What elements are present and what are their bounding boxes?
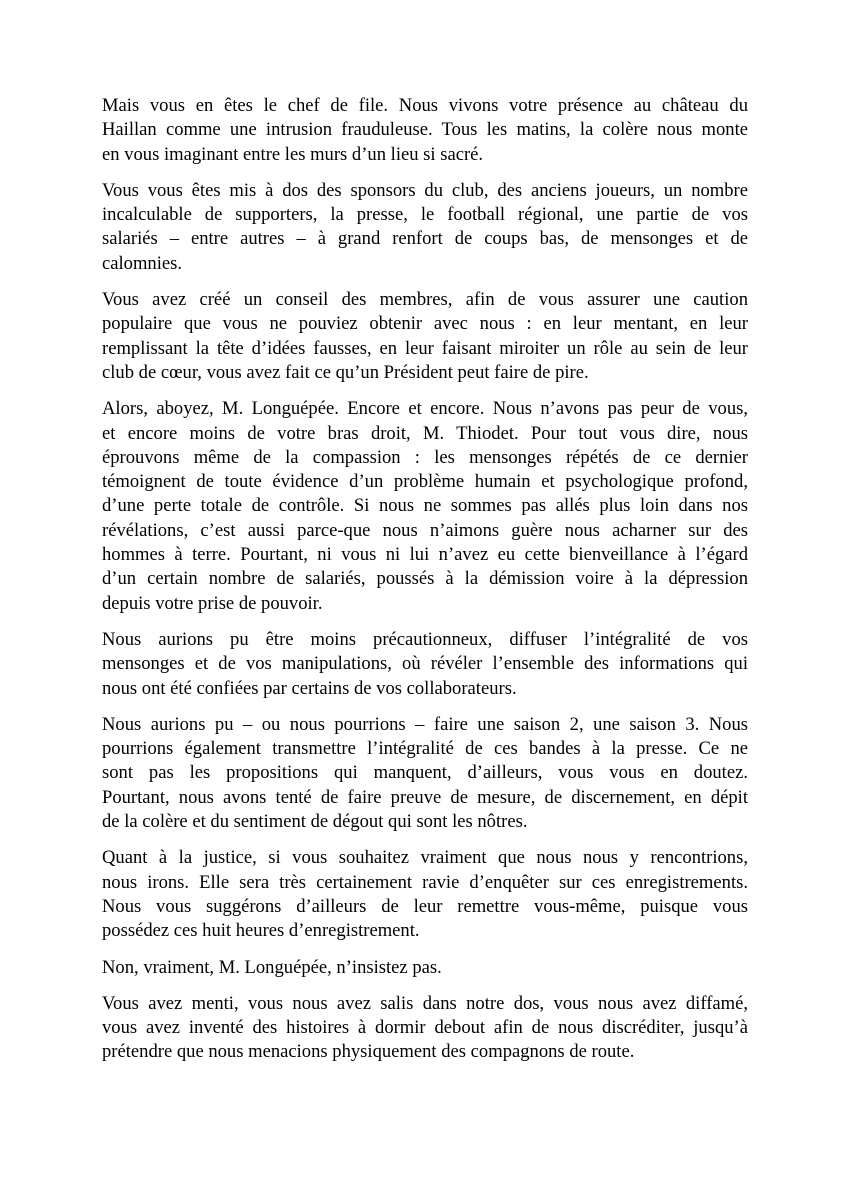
paragraph-7 [102,846,748,943]
paragraph-3 [102,288,748,385]
paragraph-2 [102,179,748,276]
paragraph-5 [102,628,748,701]
text-line: et encore moins de votre bras droit, M. Thiodet. Pour tout vous dire, nous [102,422,748,444]
text-line: mensonges et de vos manipulations, où révéler l’ensemble des informations qui [102,653,748,675]
paragraph-1 [102,94,748,167]
text-line: en vous imaginant entre les murs d’un lieu si sacré. [102,143,484,165]
text-line: éprouvons même de la compassion : les mensonges répétés de ce dernier [102,446,748,468]
text-line: populaire que vous ne pouviez obtenir avec nous : en leur mentant, en leur [102,313,748,335]
text-line: club de cœur, vous avez fait ce qu’un Président peut faire de pire. [102,361,589,383]
text-line: calomnies. [102,252,183,274]
text-line: depuis votre prise de pouvoir. [102,592,323,614]
document-page [102,94,748,1077]
text-line: témoignent de toute évidence d’un problème humain et psychologique profond, [102,471,748,493]
text-line: d’une perte totale de contrôle. Si nous ne sommes pas allés plus loin dans nos [102,495,748,517]
text-line: d’un certain nombre de salariés, poussés à la démission voire à la dépression [102,568,748,590]
text-line: Vous avez créé un conseil des membres, afin de vous assurer une caution [102,289,748,311]
paragraph-6 [102,713,748,834]
text-line: nous irons. Elle sera très certainement ravie d’enquêter sur ces enregistrements. [102,871,748,893]
text-line: prétendre que nous menacions physiquement des compagnons de route. [102,1041,635,1063]
paragraph-8 [102,956,748,980]
text-line: salariés – entre autres – à grand renfort de coups bas, de mensonges et de [102,228,748,250]
text-line: nous ont été confiées par certains de vos collaborateurs. [102,677,517,699]
text-line: Mais vous en êtes le chef de file. Nous vivons votre présence au château du [102,95,748,116]
text-line: possédez ces huit heures d’enregistrement. [102,920,420,942]
text-line: Vous avez menti, vous nous avez salis dans notre dos, vous nous avez diffamé, [102,992,748,1014]
text-line: pourrions également transmettre l’intégralité de ces bandes à la presse. Ce ne [102,738,748,760]
text-line: remplissant la tête d’idées fausses, en leur faisant miroiter un rôle au sein de leur [102,337,748,359]
text-line: Non, vraiment, M. Longuépée, n’insistez pas. [102,956,442,978]
text-line: Nous aurions pu – ou nous pourrions – faire une saison 2, une saison 3. Nous [102,713,748,735]
text-line: Nous vous suggérons d’ailleurs de leur remettre vous-même, puisque vous [102,895,748,917]
text-line: Pourtant, nous avons tenté de faire preuve de mesure, de discernement, en dépit [102,786,748,808]
text-line: révélations, c’est aussi parce-que nous n’aimons guère nous acharner sur des [102,519,748,541]
text-line: incalculable de supporters, la presse, le football régional, une partie de vos [102,204,748,226]
text-line: hommes à terre. Pourtant, ni vous ni lui n’avez eu cette bienveillance à l’égard [102,544,748,566]
paragraph-4 [102,397,748,616]
text-line: Haillan comme une intrusion frauduleuse. Tous les matins, la colère nous monte [102,119,748,141]
text-line: Nous aurions pu être moins précautionneux, diffuser l’intégralité de vos [102,628,748,650]
text-line: Vous vous êtes mis à dos des sponsors du club, des anciens joueurs, un nombre [102,179,748,201]
text-line: sont pas les propositions qui manquent, d’ailleurs, vous vous en doutez. [102,762,748,784]
text-line: Quant à la justice, si vous souhaitez vraiment que nous nous y rencontrions, [102,847,748,869]
text-line: de la colère et du sentiment de dégout qui sont les nôtres. [102,811,528,833]
text-line: vous avez inventé des histoires à dormir debout afin de nous discréditer, jusqu’à [102,1017,748,1039]
text-line: Alors, aboyez, M. Longuépée. Encore et encore. Nous n’avons pas peur de vous, [102,398,748,420]
paragraph-9 [102,992,748,1065]
